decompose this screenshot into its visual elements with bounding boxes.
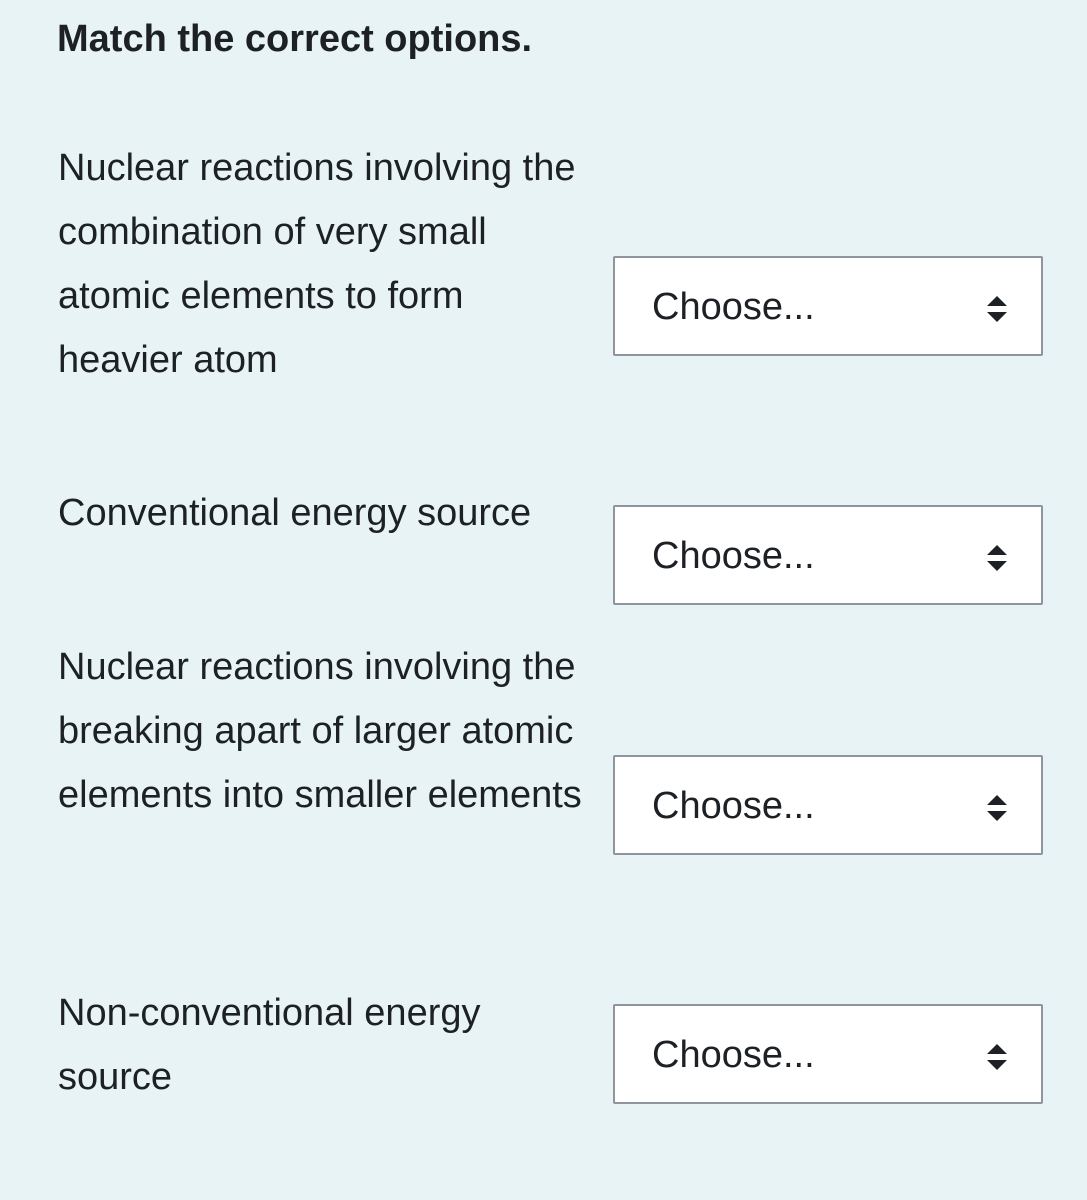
- select-value: Choose...: [652, 286, 815, 328]
- match-stem: Nuclear reactions involving the breaking apart of larger atomic elements into smaller elements: [58, 646, 582, 816]
- match-stem: Non-conventional energy source: [58, 992, 481, 1098]
- answer-select[interactable]: [613, 505, 1043, 605]
- match-stem: Conventional energy source: [58, 492, 532, 534]
- select-value: Choose...: [652, 1034, 815, 1076]
- updown-arrows-icon: [987, 296, 1007, 322]
- answer-select[interactable]: [613, 1004, 1043, 1104]
- answer-select[interactable]: [613, 256, 1043, 356]
- updown-arrows-icon: [987, 795, 1007, 821]
- updown-arrows-icon: [987, 1044, 1007, 1070]
- answer-select[interactable]: [613, 755, 1043, 855]
- select-value: Choose...: [652, 535, 815, 577]
- question-prompt: Match the correct options.: [57, 18, 533, 60]
- select-value: Choose...: [652, 785, 815, 827]
- match-stem: Nuclear reactions involving the combination of very small atomic elements to form heavier atom: [58, 147, 576, 381]
- updown-arrows-icon: [987, 545, 1007, 571]
